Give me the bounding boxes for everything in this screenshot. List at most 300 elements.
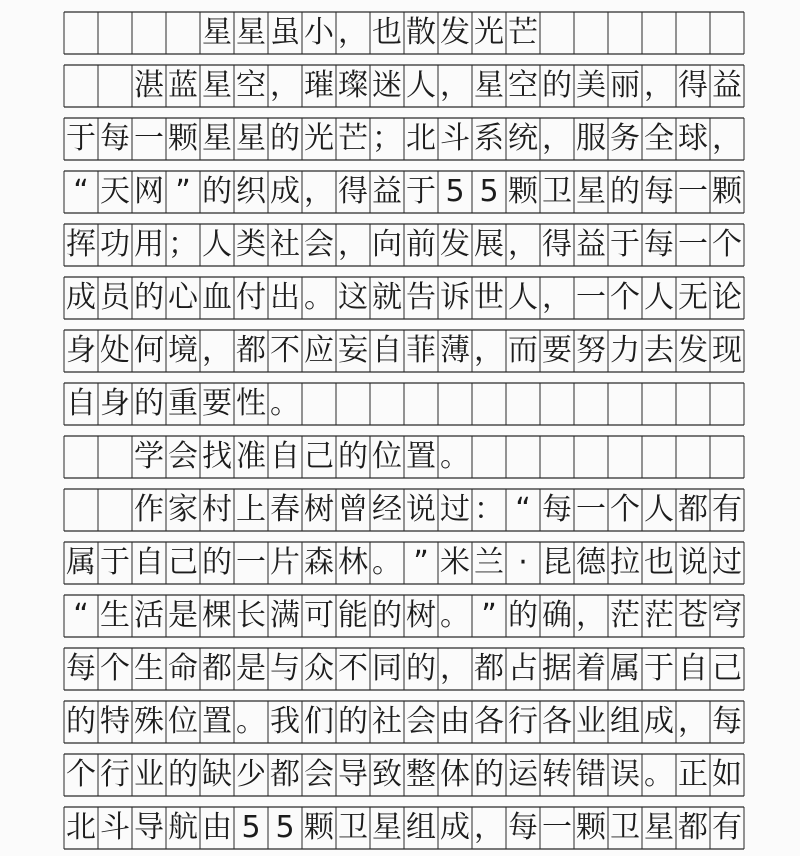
grid-cell xyxy=(98,12,132,54)
grid-cell: ， xyxy=(338,15,368,50)
grid-cell: 缺 xyxy=(202,757,232,792)
grid-cell: 统 xyxy=(508,121,538,156)
grid-cell xyxy=(608,436,642,478)
grid-cell: 森 xyxy=(304,545,334,580)
grid-cell xyxy=(642,436,676,478)
grid-cell: 位 xyxy=(168,704,198,739)
grid-cell: 向 xyxy=(372,227,402,262)
grid-cell: 一 xyxy=(678,174,708,209)
grid-cell xyxy=(98,489,132,531)
grid-cell: 。 xyxy=(372,545,402,580)
grid-cell xyxy=(64,436,98,478)
grid-cell: 能 xyxy=(338,598,368,633)
grid-cell: 经 xyxy=(372,492,402,527)
grid-cell: 错 xyxy=(576,757,606,792)
grid-cell: 曾 xyxy=(338,492,368,527)
grid-cell xyxy=(540,12,574,54)
grid-cell: 每 xyxy=(100,121,130,156)
grid-cell: 颗 xyxy=(168,121,198,156)
grid-cell: 茫 xyxy=(644,598,674,633)
grid-cell xyxy=(540,383,574,425)
grid-cell: ， xyxy=(712,121,742,156)
grid-cell: 用 xyxy=(134,227,164,262)
grid-cell: 学 xyxy=(134,439,164,474)
grid-cell: 己 xyxy=(712,651,742,686)
grid-cell: 的 xyxy=(338,439,368,474)
grid-cell: 力 xyxy=(610,333,640,368)
grid-cell: 自 xyxy=(270,439,300,474)
grid-cell: 都 xyxy=(474,651,504,686)
grid-cell: 展 xyxy=(474,227,504,262)
grid-cell: 同 xyxy=(372,651,402,686)
grid-cell: 芒 xyxy=(338,121,368,156)
grid-cell: 每 xyxy=(508,810,538,845)
grid-cell: 的 xyxy=(202,174,232,209)
grid-cell: ， xyxy=(338,227,368,262)
grid-cell: ， xyxy=(678,704,708,739)
grid-cell: 的 xyxy=(542,68,572,103)
grid-cell: 林 xyxy=(338,545,368,580)
grid-cell: 全 xyxy=(644,121,674,156)
essay-line xyxy=(64,118,744,160)
grid-cell: 。 xyxy=(304,280,334,315)
grid-cell xyxy=(608,383,642,425)
grid-cell: 置 xyxy=(202,704,232,739)
grid-cell: 由 xyxy=(202,810,232,845)
grid-cell: 上 xyxy=(236,492,266,527)
grid-cell: 过 xyxy=(712,545,742,580)
grid-cell: 血 xyxy=(202,280,232,315)
grid-cell: 境 xyxy=(168,333,198,368)
grid-cell: 益 xyxy=(712,68,742,103)
grid-cell: 星 xyxy=(202,15,232,50)
grid-cell: 一 xyxy=(576,280,606,315)
grid-cell: 春 xyxy=(270,492,300,527)
grid-cell: 人 xyxy=(508,280,538,315)
grid-cell xyxy=(540,436,574,478)
grid-cell: 与 xyxy=(270,651,300,686)
grid-cell: 于 xyxy=(610,227,640,262)
grid-cell: 一 xyxy=(236,545,266,580)
grid-cell: 璨 xyxy=(338,68,368,103)
grid-cell: ， xyxy=(202,333,232,368)
grid-cell: 们 xyxy=(304,704,334,739)
grid-cell: 个 xyxy=(66,757,96,792)
grid-cell: 如 xyxy=(712,757,742,792)
grid-cell: 付 xyxy=(236,280,266,315)
grid-cell: 都 xyxy=(236,333,266,368)
grid-cell: 5 xyxy=(241,810,261,845)
grid-cell: 无 xyxy=(678,280,708,315)
grid-cell: 每 xyxy=(66,651,96,686)
grid-cell: 5 xyxy=(479,174,499,209)
grid-cell: 昆 xyxy=(542,545,572,580)
grid-cell: 人 xyxy=(202,227,232,262)
grid-cell xyxy=(676,12,710,54)
grid-cell xyxy=(64,65,98,107)
grid-cell: ； xyxy=(372,121,402,156)
grid-cell: 说 xyxy=(406,492,436,527)
grid-cell xyxy=(574,436,608,478)
grid-cell: 就 xyxy=(372,280,402,315)
grid-cell: 不 xyxy=(338,651,368,686)
grid-cell: 益 xyxy=(576,227,606,262)
grid-cell: 湛 xyxy=(134,68,164,103)
grid-cell xyxy=(506,436,540,478)
grid-cell xyxy=(370,383,404,425)
grid-cell xyxy=(64,489,98,531)
grid-cell: 作 xyxy=(134,492,164,527)
grid-cell: 一 xyxy=(576,492,606,527)
grid-cell: 穹 xyxy=(712,598,742,633)
grid-cell: 美 xyxy=(576,68,606,103)
grid-cell: 织 xyxy=(236,174,266,209)
grid-cell: 身 xyxy=(100,386,130,421)
grid-cell: 生 xyxy=(100,598,130,633)
grid-cell: 航 xyxy=(168,810,198,845)
grid-cell: 确 xyxy=(542,598,572,633)
grid-cell xyxy=(438,383,472,425)
grid-cell xyxy=(98,65,132,107)
grid-cell: 的 xyxy=(610,174,640,209)
grid-cell: 准 xyxy=(236,439,266,474)
grid-cell: ， xyxy=(440,68,470,103)
grid-cell: 自 xyxy=(66,386,96,421)
grid-cell xyxy=(166,12,200,54)
grid-cell: 会 xyxy=(168,439,198,474)
grid-cell: 去 xyxy=(644,333,674,368)
grid-cell: 满 xyxy=(270,598,300,633)
grid-cell: 不 xyxy=(270,333,300,368)
grid-cell: 致 xyxy=(372,757,402,792)
grid-cell: 空 xyxy=(508,68,538,103)
grid-cell: 何 xyxy=(134,333,164,368)
grid-cell: 璀 xyxy=(304,68,334,103)
grid-cell: 芒 xyxy=(508,15,538,50)
essay-line xyxy=(64,595,744,637)
grid-cell: 个 xyxy=(712,227,742,262)
grid-cell xyxy=(336,383,370,425)
grid-cell: 星 xyxy=(576,174,606,209)
grid-cell: 每 xyxy=(712,704,742,739)
grid-cell: 诉 xyxy=(440,280,470,315)
grid-cell: 拉 xyxy=(610,545,640,580)
grid-cell: 众 xyxy=(304,651,334,686)
grid-cell: 转 xyxy=(542,757,572,792)
grid-cell: 挥 xyxy=(66,227,96,262)
grid-cell: 于 xyxy=(644,651,674,686)
grid-cell: 。 xyxy=(440,598,470,633)
grid-cell: 得 xyxy=(338,174,368,209)
grid-cell: 妄 xyxy=(338,333,368,368)
grid-cell: 益 xyxy=(372,174,402,209)
grid-cell: 小 xyxy=(304,15,334,50)
grid-cell xyxy=(710,436,744,478)
grid-cell: 过 xyxy=(440,492,470,527)
grid-cell: 人 xyxy=(406,68,436,103)
grid-cell: 每 xyxy=(542,492,572,527)
grid-cell: 。 xyxy=(236,704,266,739)
grid-cell: 星 xyxy=(236,121,266,156)
grid-cell: 各 xyxy=(542,704,572,739)
grid-cell xyxy=(132,12,166,54)
grid-cell: 自 xyxy=(372,333,402,368)
grid-cell: 得 xyxy=(678,68,708,103)
grid-cell: 现 xyxy=(712,333,742,368)
grid-cell: 的 xyxy=(66,704,96,739)
grid-cell: 于 xyxy=(406,174,436,209)
grid-cell: 说 xyxy=(678,545,708,580)
grid-cell: ， xyxy=(304,174,334,209)
grid-cell: 苍 xyxy=(678,598,708,633)
grid-cell: 据 xyxy=(542,651,572,686)
grid-cell: 成 xyxy=(66,280,96,315)
grid-cell: 的 xyxy=(338,704,368,739)
grid-cell: · xyxy=(518,545,528,580)
grid-cell: 都 xyxy=(678,810,708,845)
grid-cell: 星 xyxy=(644,810,674,845)
grid-cell: 组 xyxy=(406,810,436,845)
grid-cell: 由 xyxy=(440,704,470,739)
grid-cell: 斗 xyxy=(100,810,130,845)
grid-cell: 业 xyxy=(576,704,606,739)
grid-cell: 自 xyxy=(134,545,164,580)
grid-cell: 导 xyxy=(338,757,368,792)
grid-cell: ， xyxy=(440,651,470,686)
essay-line xyxy=(64,807,744,849)
grid-cell: 5 xyxy=(445,174,465,209)
grid-cell: ” xyxy=(481,598,497,633)
grid-cell: 少 xyxy=(236,757,266,792)
essay-line xyxy=(64,65,744,107)
grid-cell: 着 xyxy=(576,651,606,686)
grid-cell xyxy=(608,12,642,54)
grid-cell: 每 xyxy=(644,227,674,262)
grid-cell: “ xyxy=(73,174,89,209)
essay-line xyxy=(64,489,744,531)
grid-cell: 行 xyxy=(508,704,538,739)
grid-cell: 兰 xyxy=(474,545,504,580)
grid-cell: 这 xyxy=(338,280,368,315)
essay-line xyxy=(64,224,744,266)
grid-cell: 社 xyxy=(372,704,402,739)
grid-cell: 颗 xyxy=(712,174,742,209)
essay-line xyxy=(64,383,744,425)
grid-cell: 成 xyxy=(644,704,674,739)
grid-cell: 散 xyxy=(406,15,436,50)
grid-cell: 成 xyxy=(440,810,470,845)
grid-cell xyxy=(676,436,710,478)
grid-cell: 树 xyxy=(304,492,334,527)
grid-cell: 殊 xyxy=(134,704,164,739)
grid-cell: 服 xyxy=(576,121,606,156)
grid-cell: 务 xyxy=(610,121,640,156)
grid-cell: 自 xyxy=(678,651,708,686)
grid-cell: 得 xyxy=(542,227,572,262)
grid-cell: 村 xyxy=(202,492,232,527)
grid-cell: 功 xyxy=(100,227,130,262)
grid-cell: 位 xyxy=(372,439,402,474)
grid-cell: 丽 xyxy=(610,68,640,103)
grid-cell: 北 xyxy=(66,810,96,845)
grid-cell xyxy=(710,12,744,54)
grid-cell: 。 xyxy=(644,757,674,792)
grid-cell: 发 xyxy=(678,333,708,368)
grid-cell: 重 xyxy=(168,386,198,421)
grid-cell: ： xyxy=(474,492,504,527)
grid-cell: 心 xyxy=(168,280,198,315)
grid-cell: 员 xyxy=(100,280,130,315)
grid-cell xyxy=(642,12,676,54)
grid-cell: 占 xyxy=(508,651,538,686)
grid-cell xyxy=(642,383,676,425)
grid-cell: 家 xyxy=(168,492,198,527)
grid-cell: 世 xyxy=(474,280,504,315)
essay-line xyxy=(64,330,744,372)
grid-cell: 的 xyxy=(168,757,198,792)
grid-cell: 会 xyxy=(304,227,334,262)
grid-cell xyxy=(574,383,608,425)
grid-cell: ” xyxy=(175,174,191,209)
grid-cell: 的 xyxy=(270,121,300,156)
essay-line xyxy=(64,542,744,584)
grid-cell: 努 xyxy=(576,333,606,368)
grid-cell: 身 xyxy=(66,333,96,368)
grid-cell xyxy=(472,436,506,478)
grid-cell: 菲 xyxy=(406,333,436,368)
grid-cell: 发 xyxy=(440,227,470,262)
grid-cell: 告 xyxy=(406,280,436,315)
grid-cell: 都 xyxy=(678,492,708,527)
grid-cell: 一 xyxy=(542,810,572,845)
grid-cell: 属 xyxy=(610,651,640,686)
grid-cell: 有 xyxy=(712,810,742,845)
grid-cell: 天 xyxy=(100,174,130,209)
grid-cell: 命 xyxy=(168,651,198,686)
grid-cell: 有 xyxy=(712,492,742,527)
essay-line xyxy=(64,171,744,213)
grid-cell: 人 xyxy=(644,280,674,315)
grid-cell xyxy=(98,436,132,478)
essay-line xyxy=(64,701,744,743)
grid-cell: ， xyxy=(508,227,538,262)
grid-cell: 个 xyxy=(610,280,640,315)
grid-cell: 茫 xyxy=(610,598,640,633)
grid-cell: 于 xyxy=(100,545,130,580)
grid-cell: ， xyxy=(644,68,674,103)
grid-cell: 都 xyxy=(202,651,232,686)
grid-cell: 己 xyxy=(304,439,334,474)
grid-cell: 会 xyxy=(304,757,334,792)
grid-cell: 卫 xyxy=(610,810,640,845)
grid-cell: 一 xyxy=(134,121,164,156)
grid-cell: 我 xyxy=(270,704,300,739)
grid-cell: 性 xyxy=(236,386,266,421)
grid-cell: 体 xyxy=(440,757,470,792)
grid-cell: 是 xyxy=(168,598,198,633)
grid-cell: 一 xyxy=(678,227,708,262)
grid-cell: 光 xyxy=(304,121,334,156)
grid-cell: 网 xyxy=(134,174,164,209)
grid-cell: 社 xyxy=(270,227,300,262)
grid-cell: 星 xyxy=(236,15,266,50)
grid-cell xyxy=(574,12,608,54)
grid-cell: 各 xyxy=(474,704,504,739)
grid-cell xyxy=(676,383,710,425)
grid-cell: 组 xyxy=(610,704,640,739)
grid-cell: ， xyxy=(270,68,300,103)
grid-cell: 也 xyxy=(372,15,402,50)
grid-cell: 。 xyxy=(270,386,300,421)
grid-cell: 个 xyxy=(610,492,640,527)
grid-cell: 片 xyxy=(270,545,300,580)
grid-cell: ， xyxy=(542,121,572,156)
grid-cell: “ xyxy=(73,598,89,633)
grid-cell: 应 xyxy=(304,333,334,368)
grid-cell: 论 xyxy=(712,280,742,315)
grid-cell: 的 xyxy=(508,598,538,633)
grid-cell: 特 xyxy=(100,704,130,739)
essay-line xyxy=(64,754,744,796)
grid-cell xyxy=(404,383,438,425)
grid-cell: 棵 xyxy=(202,598,232,633)
essay-line xyxy=(64,436,744,478)
grid-cell: 卫 xyxy=(542,174,572,209)
grid-cell: 处 xyxy=(100,333,130,368)
grid-cell: 找 xyxy=(202,439,232,474)
grid-cell xyxy=(472,383,506,425)
grid-cell: 星 xyxy=(202,121,232,156)
grid-cell: 德 xyxy=(576,545,606,580)
grid-cell: 前 xyxy=(406,227,436,262)
grid-cell: 虽 xyxy=(270,15,300,50)
grid-cell: 薄 xyxy=(440,333,470,368)
grid-cell: 的 xyxy=(372,598,402,633)
grid-cell: 要 xyxy=(202,386,232,421)
grid-cell: 星 xyxy=(202,68,232,103)
grid-cell: 人 xyxy=(644,492,674,527)
grid-cell: 颗 xyxy=(508,174,538,209)
grid-cell: 光 xyxy=(474,15,504,50)
grid-cell: 球 xyxy=(678,121,708,156)
grid-cell xyxy=(302,383,336,425)
grid-cell: ” xyxy=(413,545,429,580)
grid-cell: 是 xyxy=(236,651,266,686)
grid-cell: 生 xyxy=(134,651,164,686)
grid-cell: 的 xyxy=(134,280,164,315)
grid-cell: ， xyxy=(542,280,572,315)
grid-cell: ； xyxy=(168,227,198,262)
grid-cell: 蓝 xyxy=(168,68,198,103)
grid-cell: 5 xyxy=(275,810,295,845)
grid-cell: 北 xyxy=(406,121,436,156)
grid-cell: 类 xyxy=(236,227,266,262)
grid-cell xyxy=(710,383,744,425)
grid-cell: 属 xyxy=(66,545,96,580)
grid-cell: 星 xyxy=(372,810,402,845)
essay-line xyxy=(64,277,744,319)
grid-cell: 运 xyxy=(508,757,538,792)
grid-cell: 星 xyxy=(474,68,504,103)
grid-cell: ， xyxy=(474,810,504,845)
grid-cell: 出 xyxy=(270,280,300,315)
grid-cell: 树 xyxy=(406,598,436,633)
grid-cell: 整 xyxy=(406,757,436,792)
grid-cell: 的 xyxy=(406,651,436,686)
grid-cell: ， xyxy=(576,598,606,633)
grid-cell: 斗 xyxy=(440,121,470,156)
grid-cell: 要 xyxy=(542,333,572,368)
